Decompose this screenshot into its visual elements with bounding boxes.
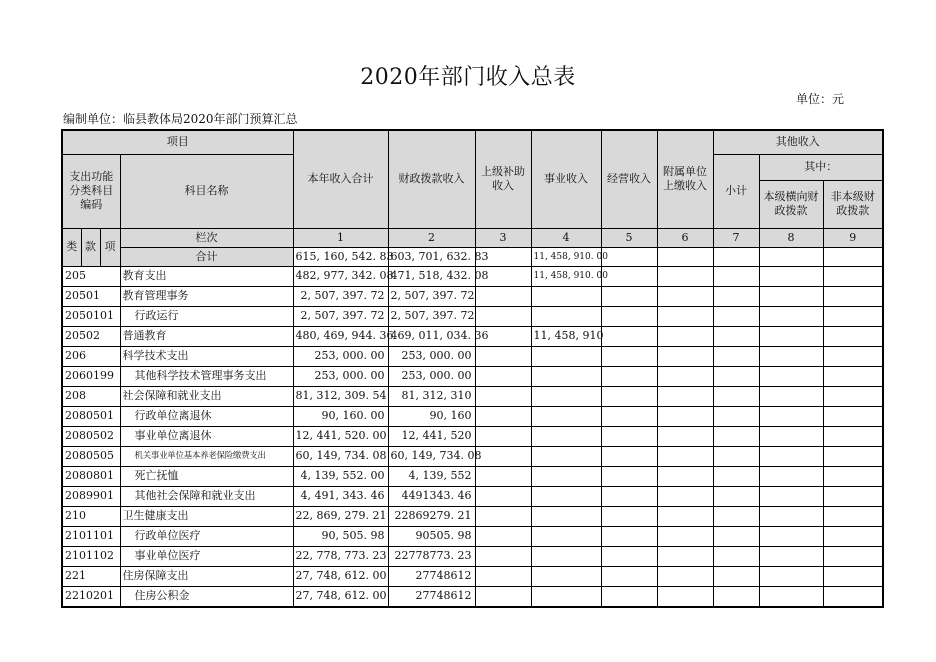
row-empty-cell xyxy=(759,266,823,286)
row-code: 2060199 xyxy=(62,366,120,386)
sum-total: 615, 160, 542. 83 xyxy=(293,247,388,266)
row-superior xyxy=(475,366,531,386)
operating-header: 经营收入 xyxy=(601,130,657,228)
row-empty-cell xyxy=(713,326,759,346)
subject-name-header: 科目名称 xyxy=(120,154,293,228)
kuan-header: 款 xyxy=(81,228,100,266)
row-code: 206 xyxy=(62,346,120,366)
row-business xyxy=(531,506,601,526)
col-num: 4 xyxy=(531,228,601,247)
row-empty-cell xyxy=(657,466,713,486)
row-empty-cell xyxy=(713,386,759,406)
row-superior xyxy=(475,486,531,506)
row-fiscal: 2, 507, 397. 72 xyxy=(388,306,475,326)
col-num: 9 xyxy=(823,228,883,247)
row-name: 死亡抚恤 xyxy=(120,466,293,486)
row-empty-cell xyxy=(657,266,713,286)
row-empty-cell xyxy=(759,366,823,386)
table-row xyxy=(62,446,883,466)
row-total: 90, 160. 00 xyxy=(293,406,388,426)
row-name: 教育管理事务 xyxy=(120,286,293,306)
row-total: 2, 507, 397. 72 xyxy=(293,286,388,306)
row-code: 20501 xyxy=(62,286,120,306)
row-code: 2080801 xyxy=(62,466,120,486)
row-business xyxy=(531,286,601,306)
table-row xyxy=(62,526,883,546)
subtotal-header: 小计 xyxy=(713,154,759,228)
row-business xyxy=(531,486,601,506)
row-superior xyxy=(475,386,531,406)
row-business xyxy=(531,366,601,386)
row-empty-cell xyxy=(657,506,713,526)
row-business xyxy=(531,386,601,406)
row-code: 2101101 xyxy=(62,526,120,546)
col-num: 7 xyxy=(713,228,759,247)
row-empty-cell xyxy=(601,526,657,546)
row-business xyxy=(531,466,601,486)
row-total: 482, 977, 342. 08 xyxy=(293,266,388,286)
row-empty-cell xyxy=(823,546,883,566)
row-fiscal: 81, 312, 310 xyxy=(388,386,475,406)
row-fiscal: 253, 000. 00 xyxy=(388,366,475,386)
row-empty-cell xyxy=(713,446,759,466)
row-empty-cell xyxy=(823,526,883,546)
row-empty-cell xyxy=(823,386,883,406)
table-row xyxy=(62,486,883,506)
row-name: 住房保障支出 xyxy=(120,566,293,586)
table-row xyxy=(62,346,883,366)
business-header: 事业收入 xyxy=(531,130,601,228)
row-empty-cell xyxy=(657,546,713,566)
table-row xyxy=(62,306,883,326)
row-total: 253, 000. 00 xyxy=(293,366,388,386)
row-empty-cell xyxy=(823,506,883,526)
row-empty-cell xyxy=(601,306,657,326)
sum-label: 合计 xyxy=(120,247,293,266)
row-fiscal: 471, 518, 432. 08 xyxy=(388,266,475,286)
row-empty-cell xyxy=(601,446,657,466)
row-business xyxy=(531,446,601,466)
row-empty-cell xyxy=(713,406,759,426)
row-empty-cell xyxy=(713,266,759,286)
income-table xyxy=(61,129,884,608)
row-empty-cell xyxy=(823,426,883,446)
row-total: 2, 507, 397. 72 xyxy=(293,306,388,326)
row-empty-cell xyxy=(601,466,657,486)
row-superior xyxy=(475,426,531,446)
col-num: 1 xyxy=(293,228,388,247)
row-empty-cell xyxy=(657,346,713,366)
row-total: 22, 778, 773. 23 xyxy=(293,546,388,566)
row-empty-cell xyxy=(759,346,823,366)
row-empty-cell xyxy=(759,406,823,426)
row-superior xyxy=(475,346,531,366)
row-empty-cell xyxy=(713,426,759,446)
row-fiscal: 469, 011, 034. 36 xyxy=(388,326,475,346)
total-header: 本年收入合计 xyxy=(293,130,388,228)
row-name: 普通教育 xyxy=(120,326,293,346)
row-code: 205 xyxy=(62,266,120,286)
row-empty-cell xyxy=(657,386,713,406)
row-empty-cell xyxy=(657,566,713,586)
row-empty-cell xyxy=(759,326,823,346)
row-empty-cell xyxy=(601,406,657,426)
table-row xyxy=(62,266,883,286)
row-empty-cell xyxy=(657,446,713,466)
org-label: 编制单位：临县教体局2020年部门预算汇总 xyxy=(63,112,298,126)
row-empty-cell xyxy=(713,506,759,526)
row-business xyxy=(531,306,601,326)
row-empty-cell xyxy=(759,426,823,446)
row-superior xyxy=(475,546,531,566)
row-name: 机关事业单位基本养老保险缴费支出 xyxy=(120,446,293,466)
this-level-header: 本级横向财政拨款 xyxy=(759,180,823,228)
col-num: 2 xyxy=(388,228,475,247)
row-business xyxy=(531,586,601,607)
row-empty-cell xyxy=(713,366,759,386)
table-row xyxy=(62,386,883,406)
row-total: 81, 312, 309. 54 xyxy=(293,386,388,406)
row-empty-cell xyxy=(601,366,657,386)
row-code: 208 xyxy=(62,386,120,406)
row-empty-cell xyxy=(657,306,713,326)
row-empty-cell xyxy=(713,306,759,326)
row-empty-cell xyxy=(601,326,657,346)
row-empty-cell xyxy=(657,286,713,306)
row-name: 行政运行 xyxy=(120,306,293,326)
row-name: 行政单位医疗 xyxy=(120,526,293,546)
row-total: 27, 748, 612. 00 xyxy=(293,586,388,607)
row-empty-cell xyxy=(759,306,823,326)
row-empty-cell xyxy=(823,306,883,326)
row-name: 科学技术支出 xyxy=(120,346,293,366)
row-empty-cell xyxy=(759,566,823,586)
row-empty-cell xyxy=(601,346,657,366)
row-empty-cell xyxy=(713,486,759,506)
row-empty-cell xyxy=(601,426,657,446)
table-row xyxy=(62,466,883,486)
row-fiscal: 90, 160 xyxy=(388,406,475,426)
row-fiscal: 27748612 xyxy=(388,586,475,607)
page-title: 2020年部门收入总表 xyxy=(360,65,576,90)
row-empty-cell xyxy=(713,286,759,306)
row-name: 其他社会保障和就业支出 xyxy=(120,486,293,506)
row-business: 11, 458, 910 xyxy=(531,326,601,346)
table-row xyxy=(62,566,883,586)
row-total: 12, 441, 520. 00 xyxy=(293,426,388,446)
row-code: 2050101 xyxy=(62,306,120,326)
row-total: 480, 469, 944. 36 xyxy=(293,326,388,346)
lei-header: 类 xyxy=(62,228,81,266)
row-name: 其他科学技术管理事务支出 xyxy=(120,366,293,386)
row-empty-cell xyxy=(657,366,713,386)
table-row xyxy=(62,366,883,386)
row-empty-cell xyxy=(759,486,823,506)
row-empty-cell xyxy=(601,566,657,586)
table-row xyxy=(62,506,883,526)
row-fiscal: 27748612 xyxy=(388,566,475,586)
other-header: 其他收入 xyxy=(713,130,883,154)
row-name: 教育支出 xyxy=(120,266,293,286)
row-empty-cell xyxy=(657,426,713,446)
row-empty-cell xyxy=(657,526,713,546)
table-row xyxy=(62,406,883,426)
col-num: 6 xyxy=(657,228,713,247)
row-fiscal: 2, 507, 397. 72 xyxy=(388,286,475,306)
row-total: 27, 748, 612. 00 xyxy=(293,566,388,586)
row-empty-cell xyxy=(759,586,823,607)
table-row xyxy=(62,586,883,607)
project-header: 项目 xyxy=(62,130,293,154)
row-empty-cell xyxy=(657,586,713,607)
row-name: 住房公积金 xyxy=(120,586,293,607)
row-empty-cell xyxy=(759,446,823,466)
row-total: 22, 869, 279. 21 xyxy=(293,506,388,526)
row-empty-cell xyxy=(713,546,759,566)
row-total: 253, 000. 00 xyxy=(293,346,388,366)
row-total: 4, 491, 343. 46 xyxy=(293,486,388,506)
row-code: 2080505 xyxy=(62,446,120,466)
row-empty-cell xyxy=(759,546,823,566)
table-row xyxy=(62,326,883,346)
row-total: 60, 149, 734. 08 xyxy=(293,446,388,466)
sum-business: 11, 458, 910. 00 xyxy=(531,247,601,266)
row-fiscal: 90505. 98 xyxy=(388,526,475,546)
row-name: 事业单位医疗 xyxy=(120,546,293,566)
row-empty-cell xyxy=(601,266,657,286)
fiscal-header: 财政拨款收入 xyxy=(388,130,475,228)
among-header: 其中： xyxy=(759,154,883,180)
row-empty-cell xyxy=(713,346,759,366)
row-empty-cell xyxy=(823,586,883,607)
row-fiscal: 4491343. 46 xyxy=(388,486,475,506)
col-num: 3 xyxy=(475,228,531,247)
row-empty-cell xyxy=(759,526,823,546)
row-empty-cell xyxy=(823,566,883,586)
row-total: 90, 505. 98 xyxy=(293,526,388,546)
row-code: 20502 xyxy=(62,326,120,346)
row-name: 事业单位离退休 xyxy=(120,426,293,446)
row-superior xyxy=(475,526,531,546)
row-empty-cell xyxy=(713,526,759,546)
row-business xyxy=(531,426,601,446)
row-empty-cell xyxy=(601,586,657,607)
row-empty-cell xyxy=(601,506,657,526)
col-num: 5 xyxy=(601,228,657,247)
row-code: 2080502 xyxy=(62,426,120,446)
row-business xyxy=(531,546,601,566)
row-name: 社会保障和就业支出 xyxy=(120,386,293,406)
row-fiscal: 22778773. 23 xyxy=(388,546,475,566)
row-empty-cell xyxy=(713,566,759,586)
row-business xyxy=(531,406,601,426)
row-empty-cell xyxy=(657,326,713,346)
row-superior xyxy=(475,306,531,326)
xiang-header: 项 xyxy=(100,228,120,266)
row-empty-cell xyxy=(713,586,759,607)
row-empty-cell xyxy=(759,506,823,526)
row-empty-cell xyxy=(759,466,823,486)
row-empty-cell xyxy=(601,286,657,306)
row-superior xyxy=(475,506,531,526)
table-row xyxy=(62,426,883,446)
row-empty-cell xyxy=(601,386,657,406)
row-empty-cell xyxy=(823,486,883,506)
row-superior xyxy=(475,286,531,306)
row-empty-cell xyxy=(823,446,883,466)
row-superior xyxy=(475,566,531,586)
superior-header: 上级补助收入 xyxy=(475,130,531,228)
row-fiscal: 253, 000. 00 xyxy=(388,346,475,366)
row-superior xyxy=(475,406,531,426)
row-business xyxy=(531,566,601,586)
row-fiscal: 22869279. 21 xyxy=(388,506,475,526)
unit-label: 单位：元 xyxy=(796,92,845,106)
row-fiscal: 12, 441, 520 xyxy=(388,426,475,446)
row-empty-cell xyxy=(657,406,713,426)
row-code: 221 xyxy=(62,566,120,586)
non-this-level-header: 非本级财政拨款 xyxy=(823,180,883,228)
row-empty-cell xyxy=(823,366,883,386)
row-empty-cell xyxy=(713,466,759,486)
row-empty-cell xyxy=(823,466,883,486)
row-name: 行政单位离退休 xyxy=(120,406,293,426)
row-superior xyxy=(475,446,531,466)
row-empty-cell xyxy=(823,326,883,346)
row-empty-cell xyxy=(601,486,657,506)
col-num: 8 xyxy=(759,228,823,247)
row-name: 卫生健康支出 xyxy=(120,506,293,526)
row-superior xyxy=(475,586,531,607)
table-row xyxy=(62,546,883,566)
row-total: 4, 139, 552. 00 xyxy=(293,466,388,486)
row-business xyxy=(531,526,601,546)
table-row xyxy=(62,286,883,306)
row-business xyxy=(531,346,601,366)
row-fiscal: 60, 149, 734. 08 xyxy=(388,446,475,466)
row-empty-cell xyxy=(759,286,823,306)
row-empty-cell xyxy=(823,406,883,426)
row-empty-cell xyxy=(759,386,823,406)
affiliated-header: 附属单位上缴收入 xyxy=(657,130,713,228)
row-code: 210 xyxy=(62,506,120,526)
row-code: 2080501 xyxy=(62,406,120,426)
row-code: 2101102 xyxy=(62,546,120,566)
row-fiscal: 4, 139, 552 xyxy=(388,466,475,486)
row-empty-cell xyxy=(657,486,713,506)
row-empty-cell xyxy=(601,546,657,566)
column-no-label: 栏次 xyxy=(120,228,293,247)
row-superior xyxy=(475,466,531,486)
row-empty-cell xyxy=(823,346,883,366)
row-empty-cell xyxy=(823,286,883,306)
sum-fiscal: 603, 701, 632. 83 xyxy=(388,247,475,266)
row-business: 11, 458, 910. 00 xyxy=(531,266,601,286)
row-code: 2089901 xyxy=(62,486,120,506)
row-code: 2210201 xyxy=(62,586,120,607)
func-code-header: 支出功能分类科目编码 xyxy=(62,154,120,228)
row-empty-cell xyxy=(823,266,883,286)
